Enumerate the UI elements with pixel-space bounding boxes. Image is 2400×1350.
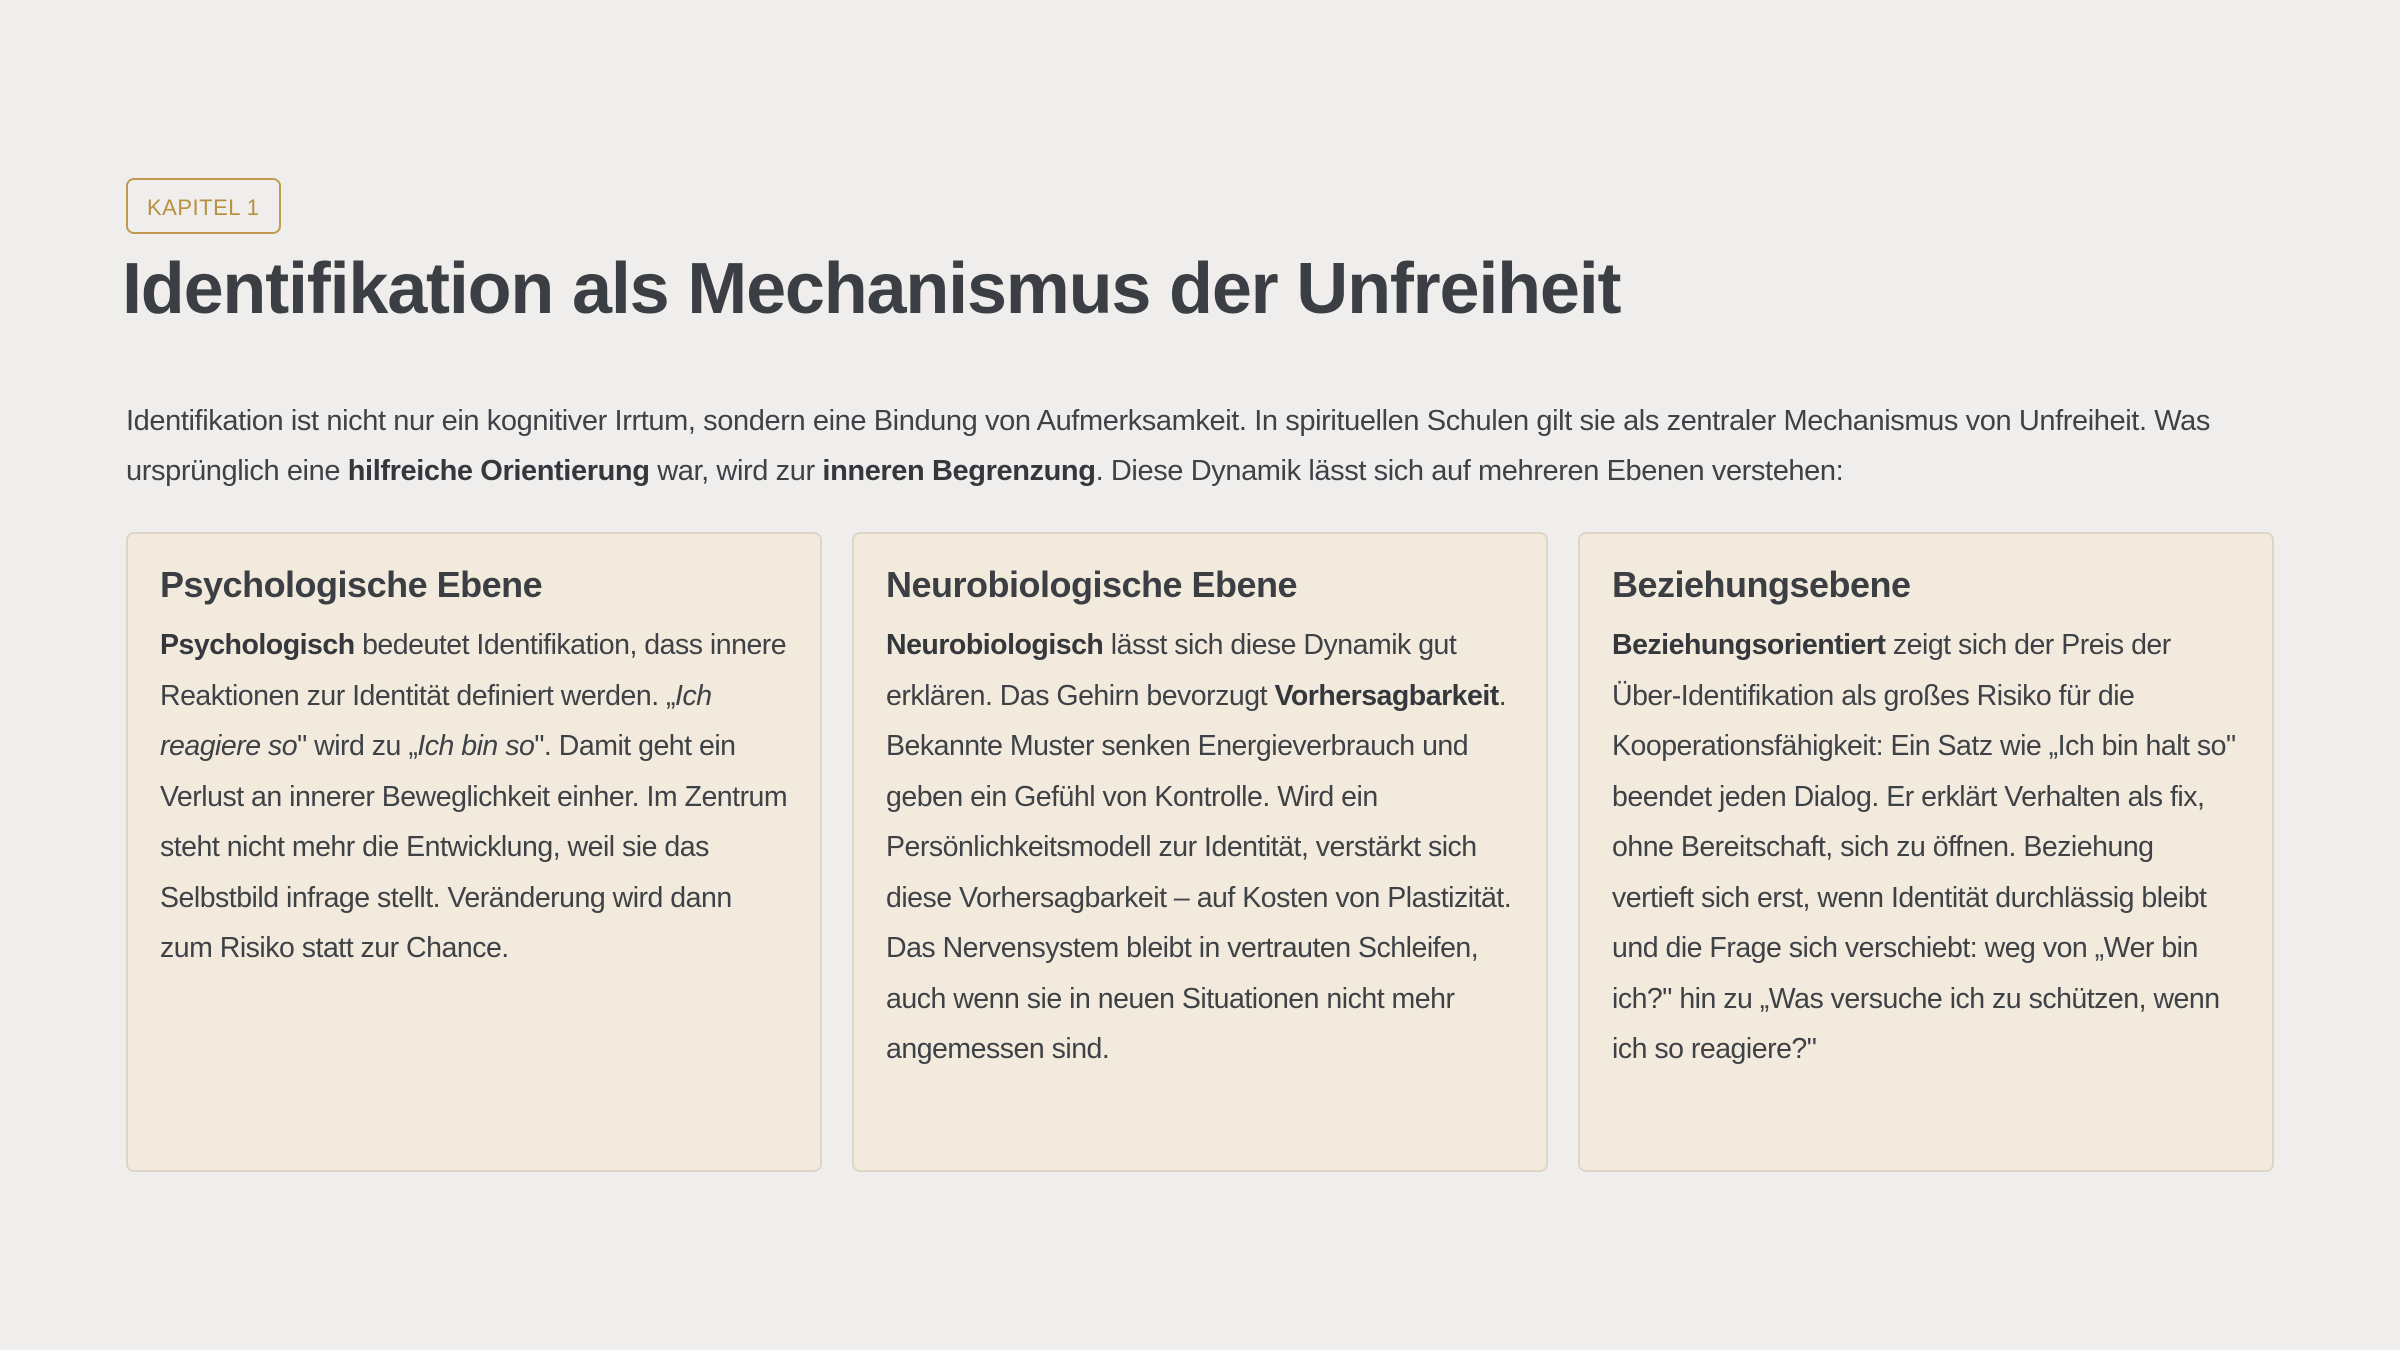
text-segment: war, wird zur — [649, 455, 823, 487]
cards-row — [126, 532, 2274, 1172]
text-segment: zeigt sich der Preis der Über-Identifikation als großes Risiko für die Kooperationsfähigkeit: Ein Satz wie „Ich bin halt so" beendet jeden Dialog. Er erklärt Verhalten als fix, ohne Bereitschaft, sich zu öffnen. Beziehung vertieft sich erst, wenn Identität durchlässig bleibt und die Frage sich verschiebt: weg von „Wer bin ich?" hin zu „Was versuche ich zu schützen, wenn ich so reagiere?" — [1612, 629, 2236, 1065]
italic-text: Ich reagiere so — [160, 679, 712, 762]
bold-text: Neurobiologisch — [886, 629, 1104, 661]
text-segment: bedeutet Identifikation, dass innere Reaktionen zur Identität definiert werden. „ — [160, 629, 787, 712]
text-segment: lässt sich diese Dynamik gut erklären. Das Gehirn bevorzugt — [886, 629, 1457, 712]
bold-text: inneren Begrenzung — [822, 455, 1096, 487]
bold-text: Psychologisch — [160, 629, 355, 661]
card-title: Psychologische Ebene — [160, 564, 543, 605]
card-title: Beziehungsebene — [1612, 564, 1911, 605]
bold-text: Vorhersagbarkeit — [1274, 679, 1499, 712]
bold-text: Beziehungsorientiert — [1612, 629, 1886, 661]
card-relational — [1578, 532, 2274, 1172]
italic-text: Ich bin so — [417, 730, 535, 762]
card-neurobiological — [852, 532, 1548, 1172]
bold-text: hilfreiche Orientierung — [347, 455, 650, 487]
text-segment: . Diese Dynamik lässt sich auf mehreren Ebenen verstehen: — [1095, 455, 1844, 487]
intro-paragraph — [126, 396, 2306, 496]
text-segment: . Bekannte Muster senken Energieverbrauch und geben ein Gefühl von Kontrolle. Wird ein Persönlichkeitsmodell zur Identität, verstärkt sich diese Vorhersagbarkeit – auf Kosten von Plastizität. Das Nervensystem bleibt in vertrauten Schleifen, auch wenn sie in neuen Situationen nicht mehr angemessen sind. — [886, 679, 1512, 1065]
text-segment: Identifikation ist nicht nur ein kognitiver Irrtum, sondern eine Bindung von Aufmerksamkeit. In spirituellen Schulen gilt sie als zentraler Mechanismus von Unfreiheit. Was ursprünglich eine — [126, 405, 2211, 487]
page-title: Identifikation als Mechanismus der Unfreiheit — [122, 249, 1621, 329]
card-body — [1612, 620, 2240, 1075]
card-body — [160, 620, 788, 974]
text-segment: " wird zu „ — [297, 730, 418, 762]
card-title: Neurobiologische Ebene — [886, 564, 1298, 605]
text-segment: ". Damit geht ein Verlust an innerer Beweglichkeit einher. Im Zentrum steht nicht mehr die Entwicklung, weil sie das Selbstbild infrage stellt. Veränderung wird dann zum Risiko statt zur Chance. — [160, 730, 788, 964]
chapter-badge: KAPITEL 1 — [126, 178, 281, 234]
card-body — [886, 620, 1514, 1075]
card-psychological — [126, 532, 822, 1172]
